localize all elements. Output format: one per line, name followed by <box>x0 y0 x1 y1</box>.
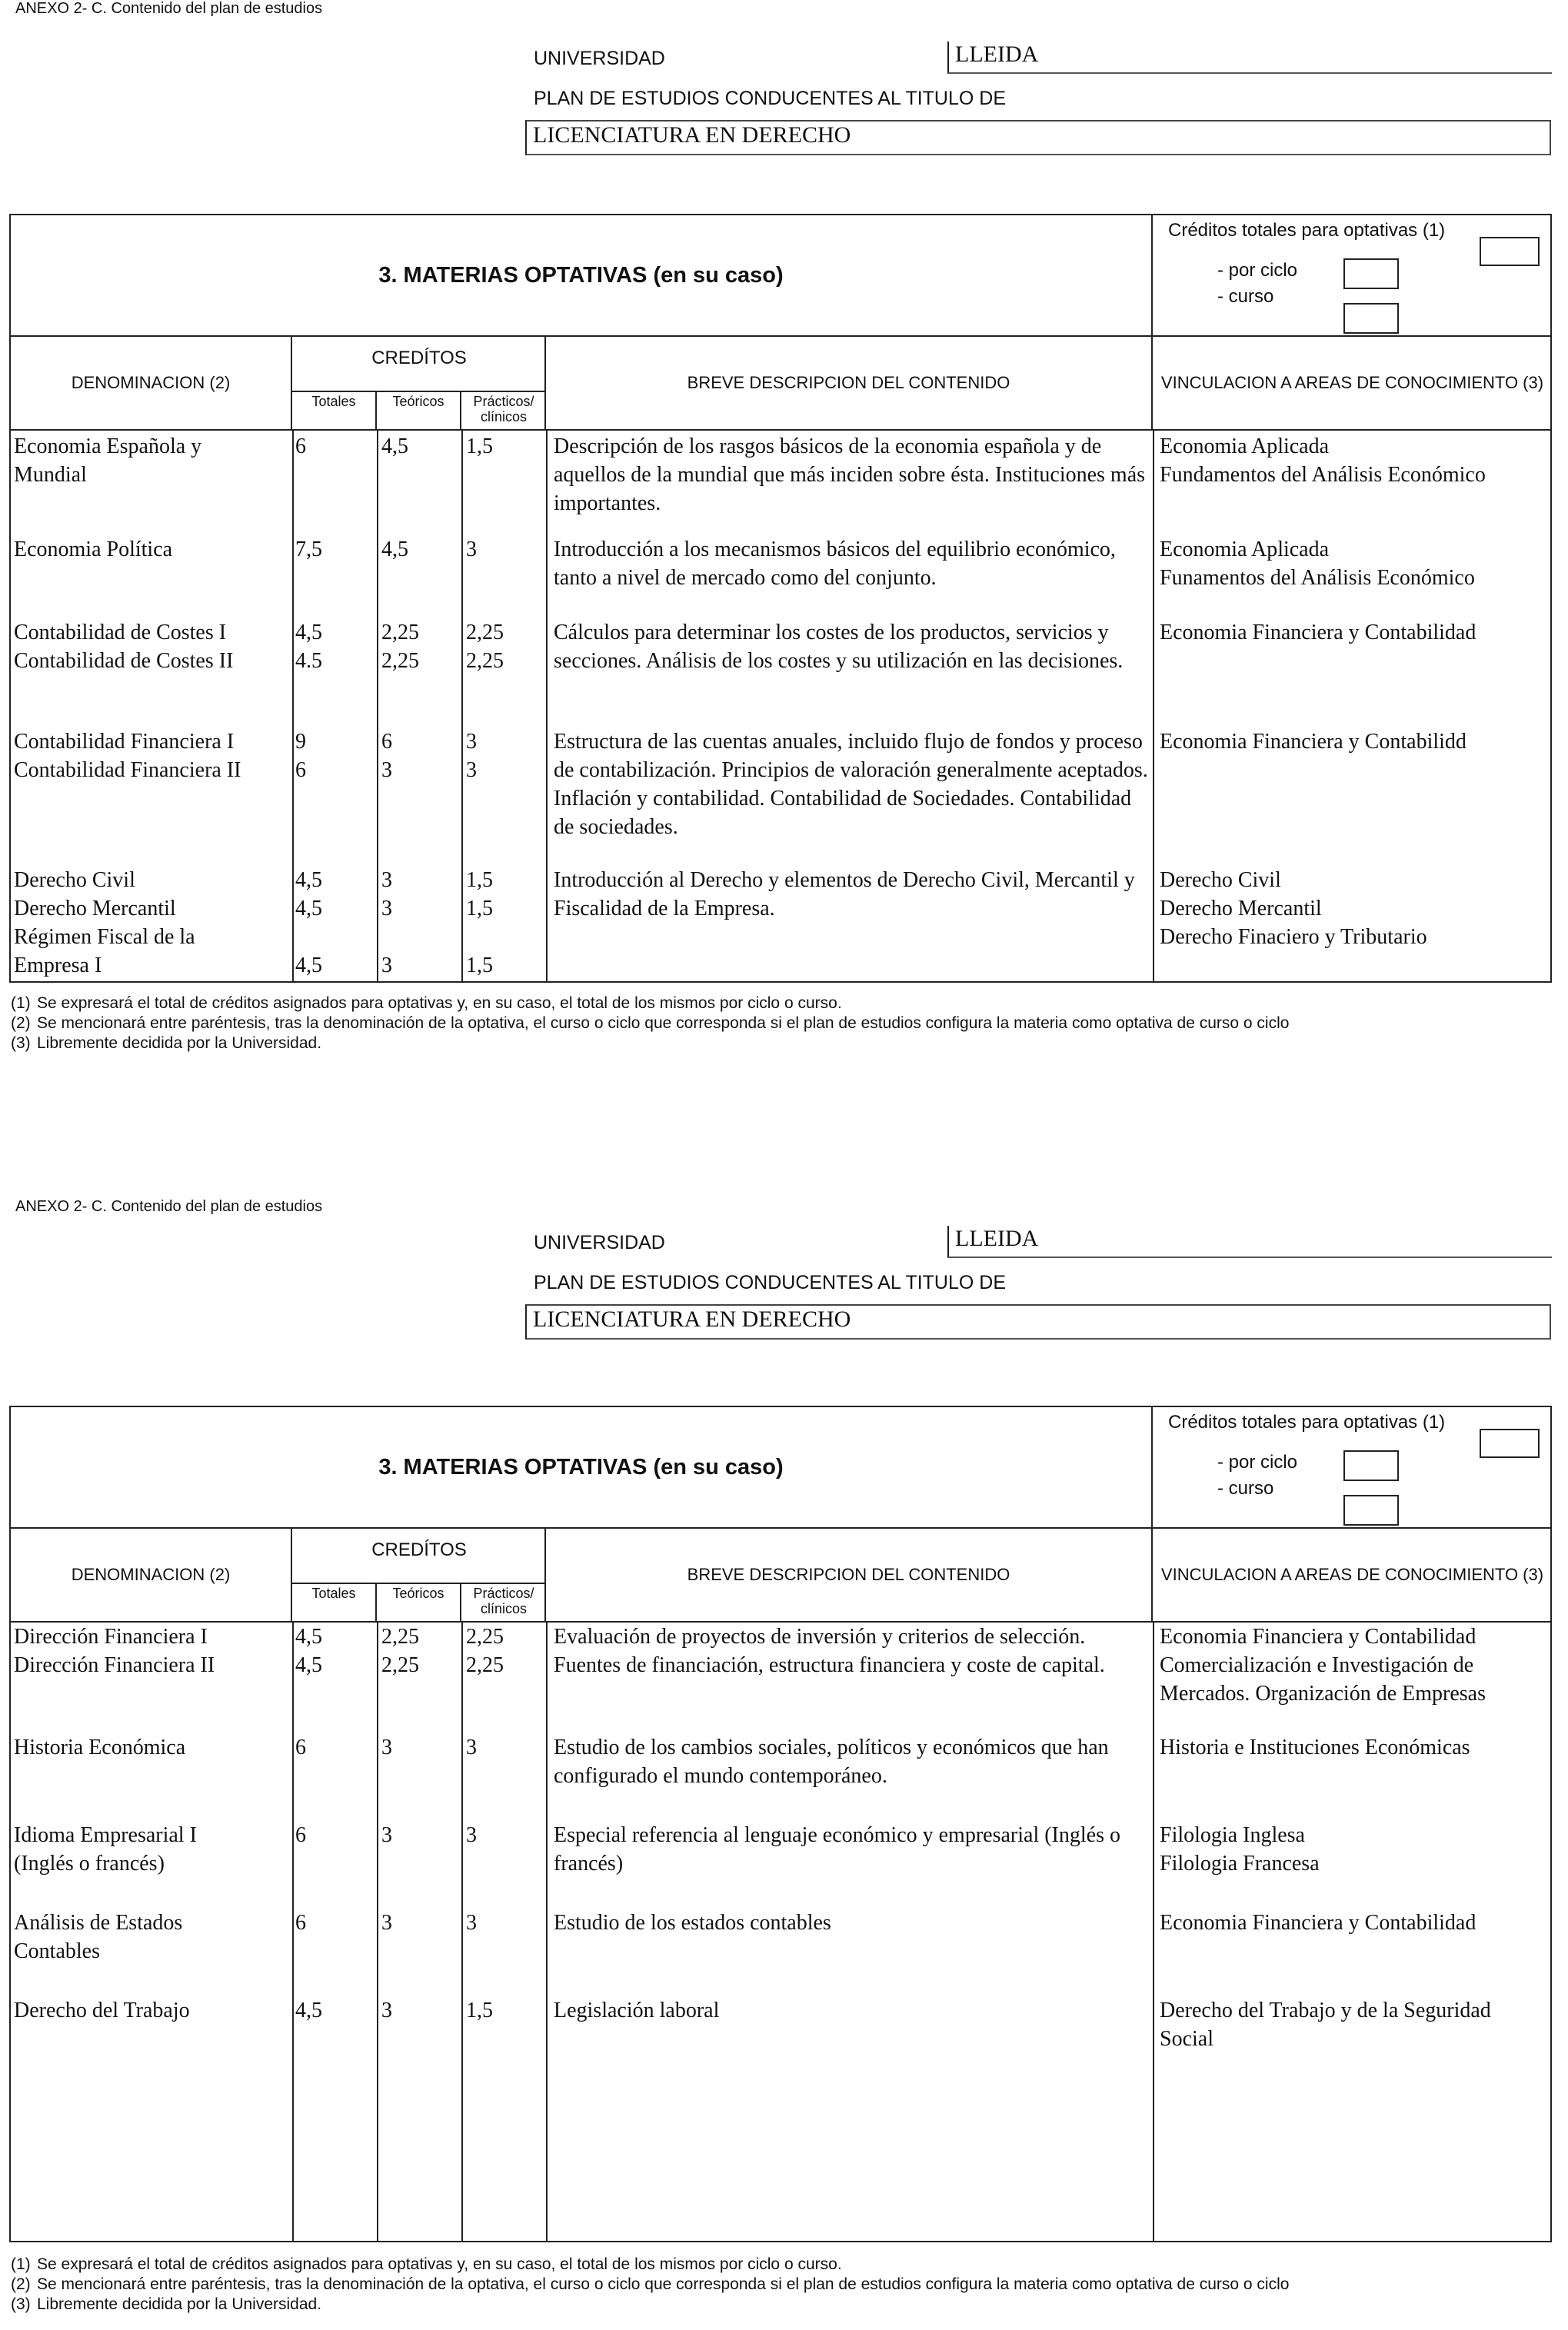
cell-practicos: 1,5 <box>466 1999 493 2022</box>
cell-denominacion: Derecho Civil Derecho Mercantil Régimen Fiscal de la Empresa I <box>14 868 195 977</box>
footnote <box>11 2275 1556 2295</box>
footnote-number: (2) <box>11 2275 31 2293</box>
universidad-label: UNIVERSIDAD <box>534 1232 665 1253</box>
creditos-totales-box <box>1480 1429 1540 1458</box>
column-divider <box>546 431 548 981</box>
por-ciclo-label: - por ciclo <box>1217 260 1298 281</box>
header-practicos: Prácticos/ clínicos <box>461 1583 546 1623</box>
cell-totales: 6 <box>295 1823 306 1847</box>
footnote-number: (3) <box>11 1034 31 1052</box>
cell-practicos: 1,5 <box>466 434 493 458</box>
creditos-totales-box <box>1480 237 1540 266</box>
cell-vinculacion: Economia Financiera y Contabilidad <box>1160 1911 1476 1935</box>
cell-totales: 6 <box>295 1736 306 1759</box>
cell-vinculacion: Derecho Civil Derecho Mercantil Derecho Finaciero y Tributario <box>1160 868 1427 949</box>
cell-teoricos: 3 <box>381 1736 392 1759</box>
footnote-number: (1) <box>11 994 31 1012</box>
annex-label: ANEXO 2- C. Contenido del plan de estudios <box>15 1198 323 1215</box>
footnote-text: Libremente decidida por la Universidad. <box>37 1034 322 1052</box>
column-divider <box>377 431 378 981</box>
footnote <box>11 2255 1556 2275</box>
column-divider <box>377 1623 378 2241</box>
column-divider <box>292 431 294 981</box>
column-divider <box>461 431 463 981</box>
section-title: 3. MATERIAS OPTATIVAS (en su caso) <box>11 1407 1153 1529</box>
cell-practicos: 3 <box>466 1911 477 1935</box>
cell-totales: 6 <box>295 1911 306 1935</box>
cell-denominacion: Historia Económica <box>14 1736 186 1759</box>
footnote-text: Se expresará el total de créditos asignados para optativas y, en su caso, el total de los mismos por ciclo o curso. <box>37 994 842 1012</box>
curso-box <box>1343 303 1399 334</box>
cell-descripcion: Estructura de las cuentas anuales, incluido flujo de fondos y proceso de contabilización. Principios de valoración generalmente aceptados. Inflación y contabilidad. Contabilidad de Sociedades. Contabilidad de sociedades. <box>554 730 1148 839</box>
cell-teoricos: 3 3 3 <box>381 868 392 977</box>
document-page-2 <box>0 1184 1568 2330</box>
cell-teoricos: 4,5 <box>381 434 408 458</box>
cell-practicos: 3 <box>466 1823 477 1847</box>
optativas-form <box>9 1406 1552 2242</box>
document-page-1 <box>0 0 1568 1146</box>
header-teoricos: Teóricos <box>377 391 461 431</box>
cell-descripcion: Estudio de los cambios sociales, políticos y económicos que han configurado el mundo contemporáneo. <box>554 1736 1109 1788</box>
cell-vinculacion: Economia Financiera y Contabilidad Comercialización e Investigación de Mercados. Organización de Empresas <box>1160 1625 1486 1706</box>
footnote-text: Libremente decidida por la Universidad. <box>37 2295 322 2313</box>
cell-totales: 4,5 4.5 <box>295 621 322 673</box>
header-creditos <box>292 1529 546 1623</box>
header-creditos <box>292 337 546 431</box>
creditos-panel <box>1153 215 1552 337</box>
plan-label: PLAN DE ESTUDIOS CONDUCENTES AL TITULO DE <box>534 1272 1007 1293</box>
header-teoricos: Teóricos <box>377 1583 461 1623</box>
titulo-value: LICENCIATURA EN DERECHO <box>533 122 851 148</box>
optativas-form <box>9 214 1552 983</box>
curso-label: - curso <box>1217 286 1274 307</box>
cell-denominacion: Dirección Financiera I Dirección Financiera II <box>14 1625 215 1677</box>
cell-vinculacion: Historia e Instituciones Económicas <box>1160 1736 1470 1759</box>
cell-teoricos: 3 <box>381 1911 392 1935</box>
footnote-text: Se mencionará entre paréntesis, tras la denominación de la optativa, el curso o ciclo que corresponda si el plan de estudios configura la materia como optativa de curso o ciclo <box>37 2275 1290 2293</box>
header-totales: Totales <box>292 1583 377 1623</box>
cell-vinculacion: Economia Financiera y Contabilidd <box>1160 730 1466 754</box>
annex-label: ANEXO 2- C. Contenido del plan de estudios <box>15 0 323 17</box>
cell-denominacion: Contabilidad Financiera I Contabilidad Financiera II <box>14 730 241 782</box>
curso-box <box>1343 1495 1399 1526</box>
cell-teoricos: 2,25 2,25 <box>381 621 419 673</box>
column-divider <box>1153 431 1154 981</box>
titulo-box <box>525 1304 1551 1340</box>
cell-vinculacion: Filologia Inglesa Filologia Francesa <box>1160 1823 1320 1876</box>
footnote-text: Se expresará el total de créditos asignados para optativas y, en su caso, el total de los mismos por ciclo o curso. <box>37 2255 842 2273</box>
cell-vinculacion: Derecho del Trabajo y de la Seguridad Social <box>1160 1999 1491 2051</box>
cell-teoricos: 2,25 2,25 <box>381 1625 419 1677</box>
header-practicos: Prácticos/ clínicos <box>461 391 546 431</box>
curso-label: - curso <box>1217 1478 1274 1499</box>
footnote <box>11 2295 1556 2315</box>
cell-totales: 9 6 <box>295 730 306 782</box>
creditos-totales-label: Créditos totales para optativas (1) <box>1168 220 1446 241</box>
cell-denominacion: Idioma Empresarial I (Inglés o francés) <box>14 1823 197 1876</box>
por-ciclo-box <box>1343 1450 1399 1481</box>
header-denominacion: DENOMINACION (2) <box>11 337 292 431</box>
cell-teoricos: 6 3 <box>381 730 392 782</box>
cell-teoricos: 3 <box>381 1999 392 2022</box>
footnote <box>11 1034 1556 1053</box>
cell-teoricos: 3 <box>381 1823 392 1847</box>
universidad-value: LLEIDA <box>955 42 1039 67</box>
titulo-box <box>525 120 1551 155</box>
universidad-value: LLEIDA <box>955 1226 1039 1251</box>
cell-descripcion: Descripción de los rasgos básicos de la economia española y de aquellos de la mundial que más inciden sobre ésta. Instituciones más importantes. <box>554 434 1146 515</box>
cell-denominacion: Análisis de Estados Contables <box>14 1911 183 1963</box>
cell-practicos: 2,25 2,25 <box>466 1625 504 1677</box>
cell-practicos: 2,25 2,25 <box>466 621 504 673</box>
cell-descripcion: Evaluación de proyectos de inversión y criterios de selección. Fuentes de financiación, estructura financiera y coste de capital. <box>554 1625 1105 1677</box>
header-creditos-label: CREDÍTOS <box>371 1539 467 1560</box>
footnote-text: Se mencionará entre paréntesis, tras la denominación de la optativa, el curso o ciclo que corresponda si el plan de estudios configura la materia como optativa de curso o ciclo <box>37 1014 1290 1032</box>
column-divider <box>1153 1623 1154 2241</box>
cell-totales: 4,5 4,5 <box>295 1625 322 1677</box>
section-title: 3. MATERIAS OPTATIVAS (en su caso) <box>11 215 1153 337</box>
column-divider <box>292 1623 294 2241</box>
header-creditos-label: CREDÍTOS <box>371 348 467 368</box>
cell-descripcion: Estudio de los estados contables <box>554 1911 831 1935</box>
cell-totales: 7,5 <box>295 538 322 561</box>
header-descripcion: BREVE DESCRIPCION DEL CONTENIDO <box>546 337 1153 431</box>
footnote-number: (1) <box>11 2255 31 2273</box>
header-descripcion: BREVE DESCRIPCION DEL CONTENIDO <box>546 1529 1153 1623</box>
cell-totales: 6 <box>295 434 306 458</box>
footnotes <box>11 2255 1556 2315</box>
column-divider <box>461 1623 463 2241</box>
cell-descripcion: Cálculos para determinar los costes de los productos, servicios y secciones. Análisis de los costes y su utilización en las decisiones. <box>554 621 1124 673</box>
footnotes <box>11 994 1556 1053</box>
cell-descripcion: Introducción al Derecho y elementos de Derecho Civil, Mercantil y Fiscalidad de la Empresa. <box>554 868 1135 920</box>
cell-descripcion: Legislación laboral <box>554 1999 720 2022</box>
cell-denominacion: Economia Española y Mundial <box>14 434 202 487</box>
universidad-label: UNIVERSIDAD <box>534 48 665 69</box>
footnote-number: (3) <box>11 2295 31 2313</box>
cell-vinculacion: Economia Financiera y Contabilidad <box>1160 621 1476 644</box>
universidad-box <box>947 42 1552 74</box>
universidad-box <box>947 1226 1552 1258</box>
footnote-number: (2) <box>11 1014 31 1032</box>
footnote <box>11 1014 1556 1034</box>
plan-label: PLAN DE ESTUDIOS CONDUCENTES AL TITULO DE <box>534 88 1007 109</box>
creditos-totales-label: Créditos totales para optativas (1) <box>1168 1412 1446 1433</box>
cell-descripcion: Especial referencia al lenguaje económico y empresarial (Inglés o francés) <box>554 1823 1120 1876</box>
creditos-panel <box>1153 1407 1552 1529</box>
por-ciclo-box <box>1343 258 1399 289</box>
cell-totales: 4,5 4,5 4,5 <box>295 868 322 977</box>
cell-practicos: 3 3 <box>466 730 477 782</box>
cell-vinculacion: Economia Aplicada Funamentos del Análisis Económico <box>1160 538 1475 590</box>
header-totales: Totales <box>292 391 377 431</box>
cell-descripcion: Introducción a los mecanismos básicos del equilibrio económico, tanto a nivel de mercado como del conjunto. <box>554 538 1116 590</box>
por-ciclo-label: - por ciclo <box>1217 1452 1298 1473</box>
cell-practicos: 3 <box>466 538 477 561</box>
cell-denominacion: Contabilidad de Costes I Contabilidad de Costes II <box>14 621 234 673</box>
cell-totales: 4,5 <box>295 1999 322 2022</box>
header-vinculacion: VINCULACION A AREAS DE CONOCIMIENTO (3) <box>1153 1529 1552 1623</box>
cell-teoricos: 4,5 <box>381 538 408 561</box>
header-vinculacion: VINCULACION A AREAS DE CONOCIMIENTO (3) <box>1153 337 1552 431</box>
footnote <box>11 994 1556 1014</box>
cell-denominacion: Economia Política <box>14 538 173 561</box>
titulo-value: LICENCIATURA EN DERECHO <box>533 1306 851 1332</box>
cell-vinculacion: Economia Aplicada Fundamentos del Análisis Económico <box>1160 434 1486 487</box>
header-denominacion: DENOMINACION (2) <box>11 1529 292 1623</box>
cell-denominacion: Derecho del Trabajo <box>14 1999 190 2022</box>
cell-practicos: 3 <box>466 1736 477 1759</box>
cell-practicos: 1,5 1,5 1,5 <box>466 868 493 977</box>
column-divider <box>546 1623 548 2241</box>
